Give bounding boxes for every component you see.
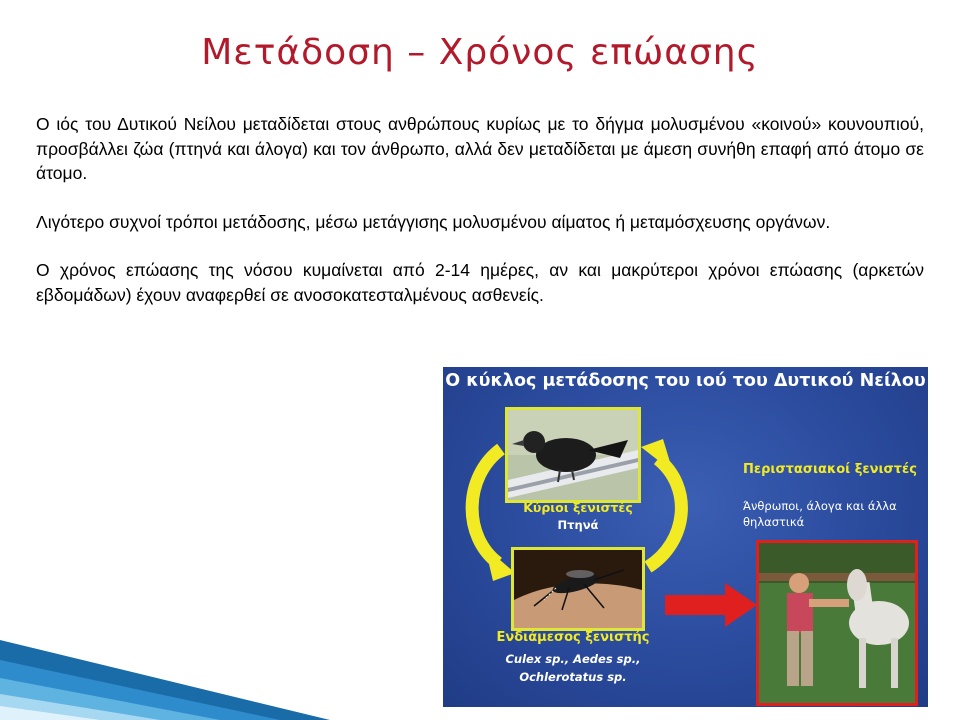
paragraph-transmission: Ο ιός του Δυτικού Νείλου μεταδίδεται στους ανθρώπους κυρίως με το δήγμα μολυσμένου «κοινού» κουνουπιού, προσβάλλει ζώα (πτηνά και άλογα) και τον άνθρωπο, αλλά δεν μεταδίδεται με άμεση συνήθη επαφή από άτομο σε άτομο. [36, 114, 924, 183]
paragraph-incubation: Ο χρόνος επώασης της νόσου κυμαίνεται από 2-14 ημέρες, αν και μακρύτεροι χρόνοι επώασης (αρκετών εβδομάδων) έχουν αναφερθεί σε ανοσοκατεσταλμένους ασθενείς. [36, 260, 924, 305]
mosquito-photo [511, 547, 645, 631]
primary-hosts-title: Κύριοι ξενιστές [523, 500, 633, 515]
primary-hosts-subtitle: Πτηνά [557, 518, 599, 532]
incidental-hosts-title: Περιστασιακοί ξενιστές [743, 462, 917, 477]
slide-body [36, 112, 924, 307]
slide-title: Μετάδοση – Χρόνος επώασης [201, 32, 759, 73]
transfer-arrow-body [665, 595, 725, 615]
intermediate-host-title: Ενδιάμεσος ξενιστής [496, 630, 650, 645]
intermediate-host-subtitle: Culex sp., Aedes sp., Ochlerotatus sp. [505, 652, 641, 684]
corner-decoration [0, 610, 330, 720]
transfer-arrow-head [725, 583, 757, 627]
paragraph-other-routes: Λιγότερο συχνοί τρόποι μετάδοσης, μέσω μετάγγισης μολυσμένου αίματος ή μεταμόσχευσης οργάνων. [36, 211, 831, 232]
transmission-cycle-diagram [443, 367, 928, 707]
incidental-hosts-subtitle: Άνθρωποι, άλογα και άλλα θηλαστικά [743, 499, 897, 529]
diagram-title: Ο κύκλος μετάδοσης του ιού του Δυτικού Νείλου [445, 371, 926, 391]
horse-person-photo [756, 540, 918, 706]
cycle-arrow-right-head [641, 439, 673, 472]
bird-photo [505, 407, 641, 503]
